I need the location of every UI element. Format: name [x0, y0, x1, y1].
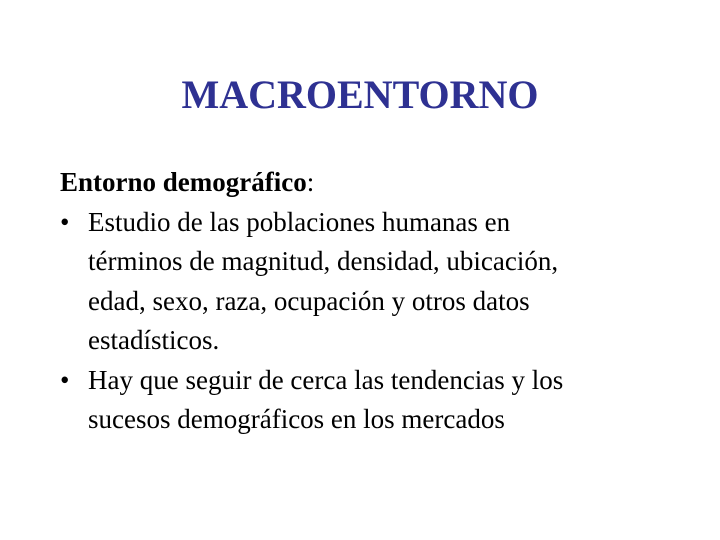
bullet-item: [60, 361, 680, 440]
slide-content: [60, 163, 680, 440]
subheading-bold: Entorno demográfico: [60, 167, 307, 197]
bullet-text-line: sucesos demográficos en los mercados: [88, 404, 505, 434]
bullet-icon: •: [60, 206, 70, 237]
bullet-text-line: estadísticos.: [88, 325, 220, 355]
bullet-text-line: Estudio de las poblaciones humanas en: [88, 206, 511, 237]
bullet-text-line: términos de magnitud, densidad, ubicación,: [88, 246, 559, 276]
bullet-list: [60, 203, 680, 440]
subheading: [60, 163, 680, 203]
bullet-item: [60, 203, 680, 361]
slide-title: MACROENTORNO: [181, 72, 539, 117]
bullet-text-line: edad, sexo, raza, ocupación y otros datos: [88, 285, 530, 316]
bullet-text-line: Hay que seguir de cerca las tendencias y los: [88, 364, 564, 395]
subheading-suffix: :: [306, 167, 315, 197]
bullet-icon: •: [60, 364, 70, 395]
